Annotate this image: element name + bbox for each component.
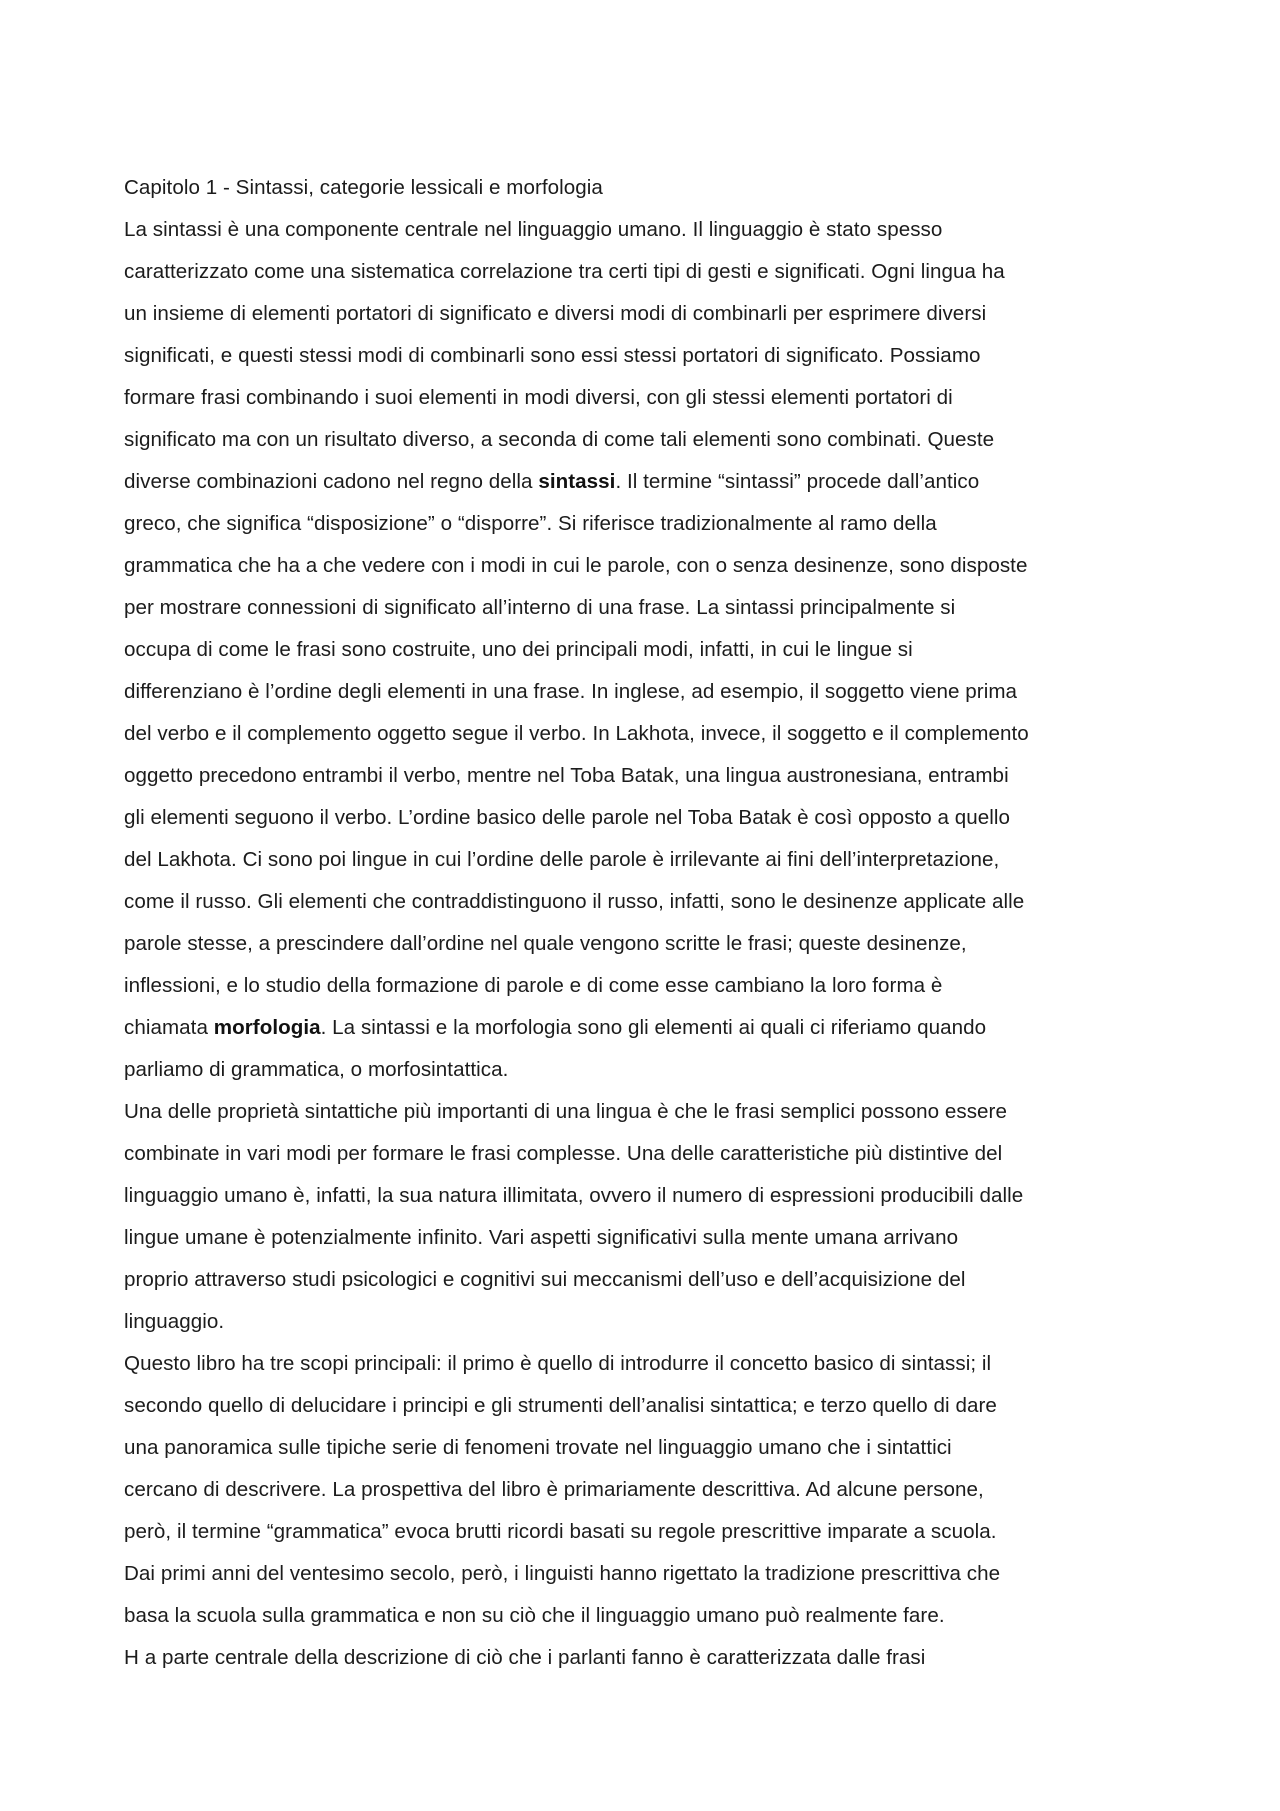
bold-term-sintassi: sintassi [538, 470, 616, 493]
text-line: differenziano è l’ordine degli elementi in una frase. In inglese, ad esempio, il soggetto viene prima [124, 680, 1018, 703]
text-line: del verbo e il complemento oggetto segue il verbo. In Lakhota, invece, il soggetto e il complemento [124, 722, 1029, 745]
text-line: Una delle proprietà sintattiche più importanti di una lingua è che le frasi semplici possono essere [124, 1100, 1007, 1123]
text-line: greco, che significa “disposizione” o “disporre”. Si riferisce tradizionalmente al ramo della [124, 512, 937, 535]
text-line: però, il termine “grammatica” evoca brutti ricordi basati su regole prescrittive imparate a scuola. [124, 1520, 997, 1543]
text-line: basa la scuola sulla grammatica e non su ciò che il linguaggio umano può realmente fare. [124, 1604, 945, 1627]
text-line: formare frasi combinando i suoi elementi in modi diversi, con gli stessi elementi portatori di [124, 386, 953, 409]
text-line: significati, e questi stessi modi di combinarli sono essi stessi portatori di significato. Possiamo [124, 344, 981, 367]
text-line: H a parte centrale della descrizione di ciò che i parlanti fanno è caratterizzata dalle frasi [124, 1646, 926, 1669]
text-line: combinate in vari modi per formare le frasi complesse. Una delle caratteristiche più distintive del [124, 1142, 1003, 1165]
text-line: secondo quello di delucidare i principi e gli strumenti dell’analisi sintattica; e terzo quello di dare [124, 1394, 997, 1417]
text-line: del Lakhota. Ci sono poi lingue in cui l’ordine delle parole è irrilevante ai fini dell’interpretazione, [124, 848, 1000, 871]
text-line: gli elementi seguono il verbo. L’ordine basico delle parole nel Toba Batak è così opposto a quello [124, 806, 1011, 829]
text-line: Dai primi anni del ventesimo secolo, però, i linguisti hanno rigettato la tradizione prescrittiva che [124, 1562, 1001, 1585]
text-line: significato ma con un risultato diverso, a seconda di come tali elementi sono combinati. Queste [124, 428, 995, 451]
text-line: per mostrare connessioni di significato all’interno di una frase. La sintassi principalmente si [124, 596, 956, 619]
text-line: parliamo di grammatica, o morfosintattica. [124, 1058, 509, 1081]
text-line: occupa di come le frasi sono costruite, uno dei principali modi, infatti, in cui le lingue si [124, 638, 913, 661]
text-line: inflessioni, e lo studio della formazione di parole e di come esse cambiano la loro forma è [124, 974, 943, 997]
text-line: Questo libro ha tre scopi principali: il primo è quello di introdurre il concetto basico di sintassi; il [124, 1352, 992, 1375]
text-line: La sintassi è una componente centrale nel linguaggio umano. Il linguaggio è stato spesso [124, 218, 943, 241]
text-line: un insieme di elementi portatori di significato e diversi modi di combinarli per esprimere diversi [124, 302, 987, 325]
text-line: una panoramica sulle tipiche serie di fenomeni trovate nel linguaggio umano che i sintattici [124, 1436, 952, 1459]
text-line: caratterizzato come una sistematica correlazione tra certi tipi di gesti e significati. Ogni lingua ha [124, 260, 1005, 283]
text-line: proprio attraverso studi psicologici e cognitivi sui meccanismi dell’uso e dell’acquisizione del [124, 1268, 966, 1291]
text-line: diverse combinazioni cadono nel regno della sintassi. Il termine “sintassi” procede dall’antico [124, 470, 980, 493]
bold-term-morfologia: morfologia [213, 1016, 321, 1039]
body-text [124, 167, 1184, 1679]
text-line: cercano di descrivere. La prospettiva del libro è primariamente descrittiva. Ad alcune persone, [124, 1478, 984, 1501]
text-line: come il russo. Gli elementi che contraddistinguono il russo, infatti, sono le desinenze applicate alle [124, 890, 1025, 913]
text-line: oggetto precedono entrambi il verbo, mentre nel Toba Batak, una lingua austronesiana, entrambi [124, 764, 1009, 787]
chapter-title: Capitolo 1 - Sintassi, categorie lessicali e morfologia [124, 176, 603, 199]
text-line: lingue umane è potenzialmente infinito. Vari aspetti significativi sulla mente umana arrivano [124, 1226, 959, 1249]
text-line: linguaggio umano è, infatti, la sua natura illimitata, ovvero il numero di espressioni producibili dalle [124, 1184, 1024, 1207]
text-line: parole stesse, a prescindere dall’ordine nel quale vengono scritte le frasi; queste desinenze, [124, 932, 967, 955]
text-line: linguaggio. [124, 1310, 225, 1333]
text-line: grammatica che ha a che vedere con i modi in cui le parole, con o senza desinenze, sono disposte [124, 554, 1028, 577]
text-line: chiamata morfologia. La sintassi e la morfologia sono gli elementi ai quali ci riferiamo quando [124, 1016, 987, 1039]
